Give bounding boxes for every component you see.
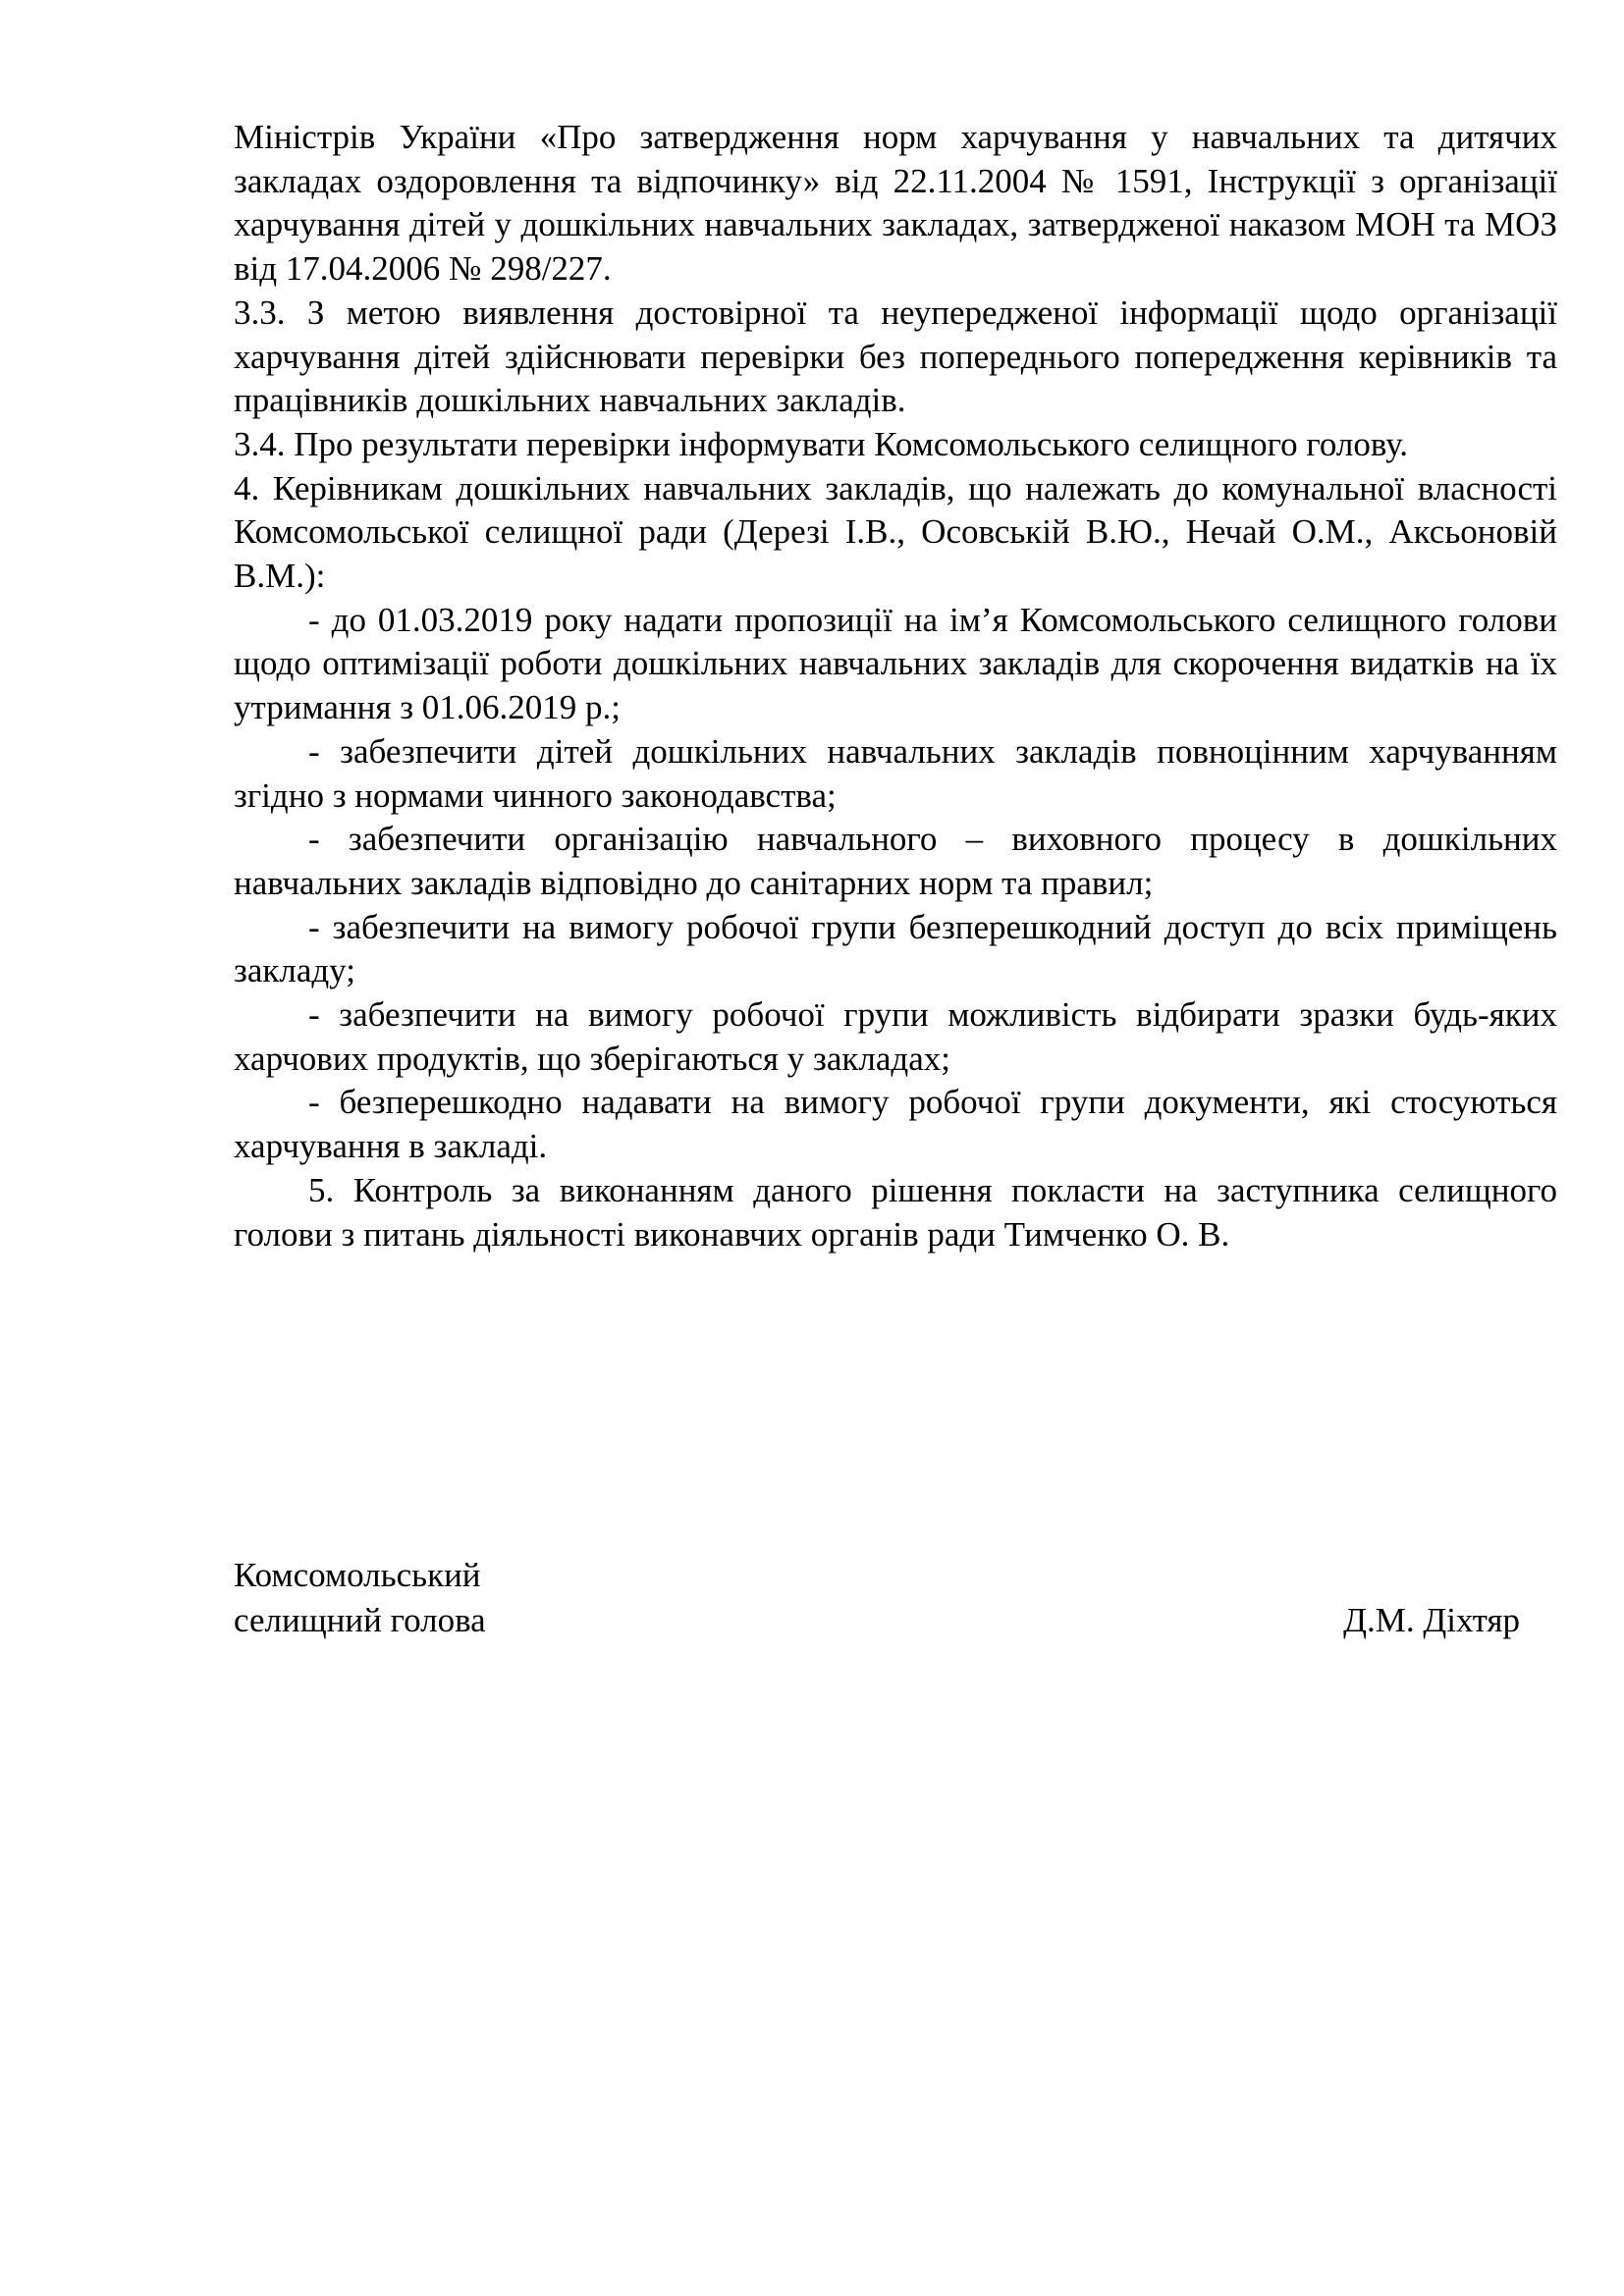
paragraph-4-item-proposals: - до 01.03.2019 року надати пропозиції на ім’я Комсомольського селищного голови щодо оптимізації роботи дошкільних навчальних закладів для скорочення видатків на їх утримання з 01.06.2019 р.; — [234, 600, 1557, 727]
signatory-position-line1: Комсомольський — [234, 1556, 481, 1594]
paragraph-resolution-reference: Міністрів України «Про затвердження норм харчування у навчальних та дитячих закладах оздоровлення та відпочинку» від 22.11.2004 № 1591, Інструкції з організації харчування дітей у дошкільних навчальних закладах, затвердженої наказом МОН та МОЗ від 17.04.2006 № 298/227. — [234, 118, 1557, 289]
paragraph-4-item-documents: - безперешкодно надавати на вимогу робочої групи документи, які стосуються харчування в закладі. — [234, 1083, 1557, 1166]
paragraph-4-item-access: - забезпечити на вимогу робочої групи безперешкодний доступ до всіх приміщень закладу; — [234, 907, 1557, 990]
document-body — [234, 116, 1557, 1256]
paragraph-4-item-samples: - забезпечити на вимогу робочої групи можливість відбирати зразки будь-яких харчових продуктів, що зберігаються у закладах; — [234, 995, 1557, 1078]
paragraph-3-3: 3.3. З метою виявлення достовірної та неупередженої інформації щодо організації харчування дітей здійснювати перевірки без попереднього попередження керівників та працівників дошкільних навчальних закладів. — [234, 293, 1557, 420]
paragraph-5: 5. Контроль за виконанням даного рішення покласти на заступника селищного голови з питань діяльності виконавчих органів ради Тимченко О. В. — [234, 1170, 1557, 1254]
signatory-position-line2: селищний голова — [234, 1601, 486, 1639]
paragraph-4-item-nutrition: - забезпечити дітей дошкільних навчальних закладів повноцінним харчуванням згідно з нормами чинного законодавства; — [234, 731, 1557, 815]
paragraph-4-item-education-process: - забезпечити організацію навчального – виховного процесу в дошкільних навчальних закладів відповідно до санітарних норм та правил; — [234, 820, 1557, 902]
paragraph-3-4: 3.4. Про результати перевірки інформувати Комсомольського селищного голову. — [234, 424, 1408, 463]
signatory-name: Д.М. Діхтяр — [1343, 1601, 1520, 1639]
paragraph-4: 4. Керівникам дошкільних навчальних закладів, що належать до комунальної власності Комсомольської селищної ради (Дерезі І.В., Осовській В.Ю., Нечай О.М., Аксьоновій В.М.): — [234, 468, 1557, 596]
signatory-position — [234, 1553, 486, 1643]
